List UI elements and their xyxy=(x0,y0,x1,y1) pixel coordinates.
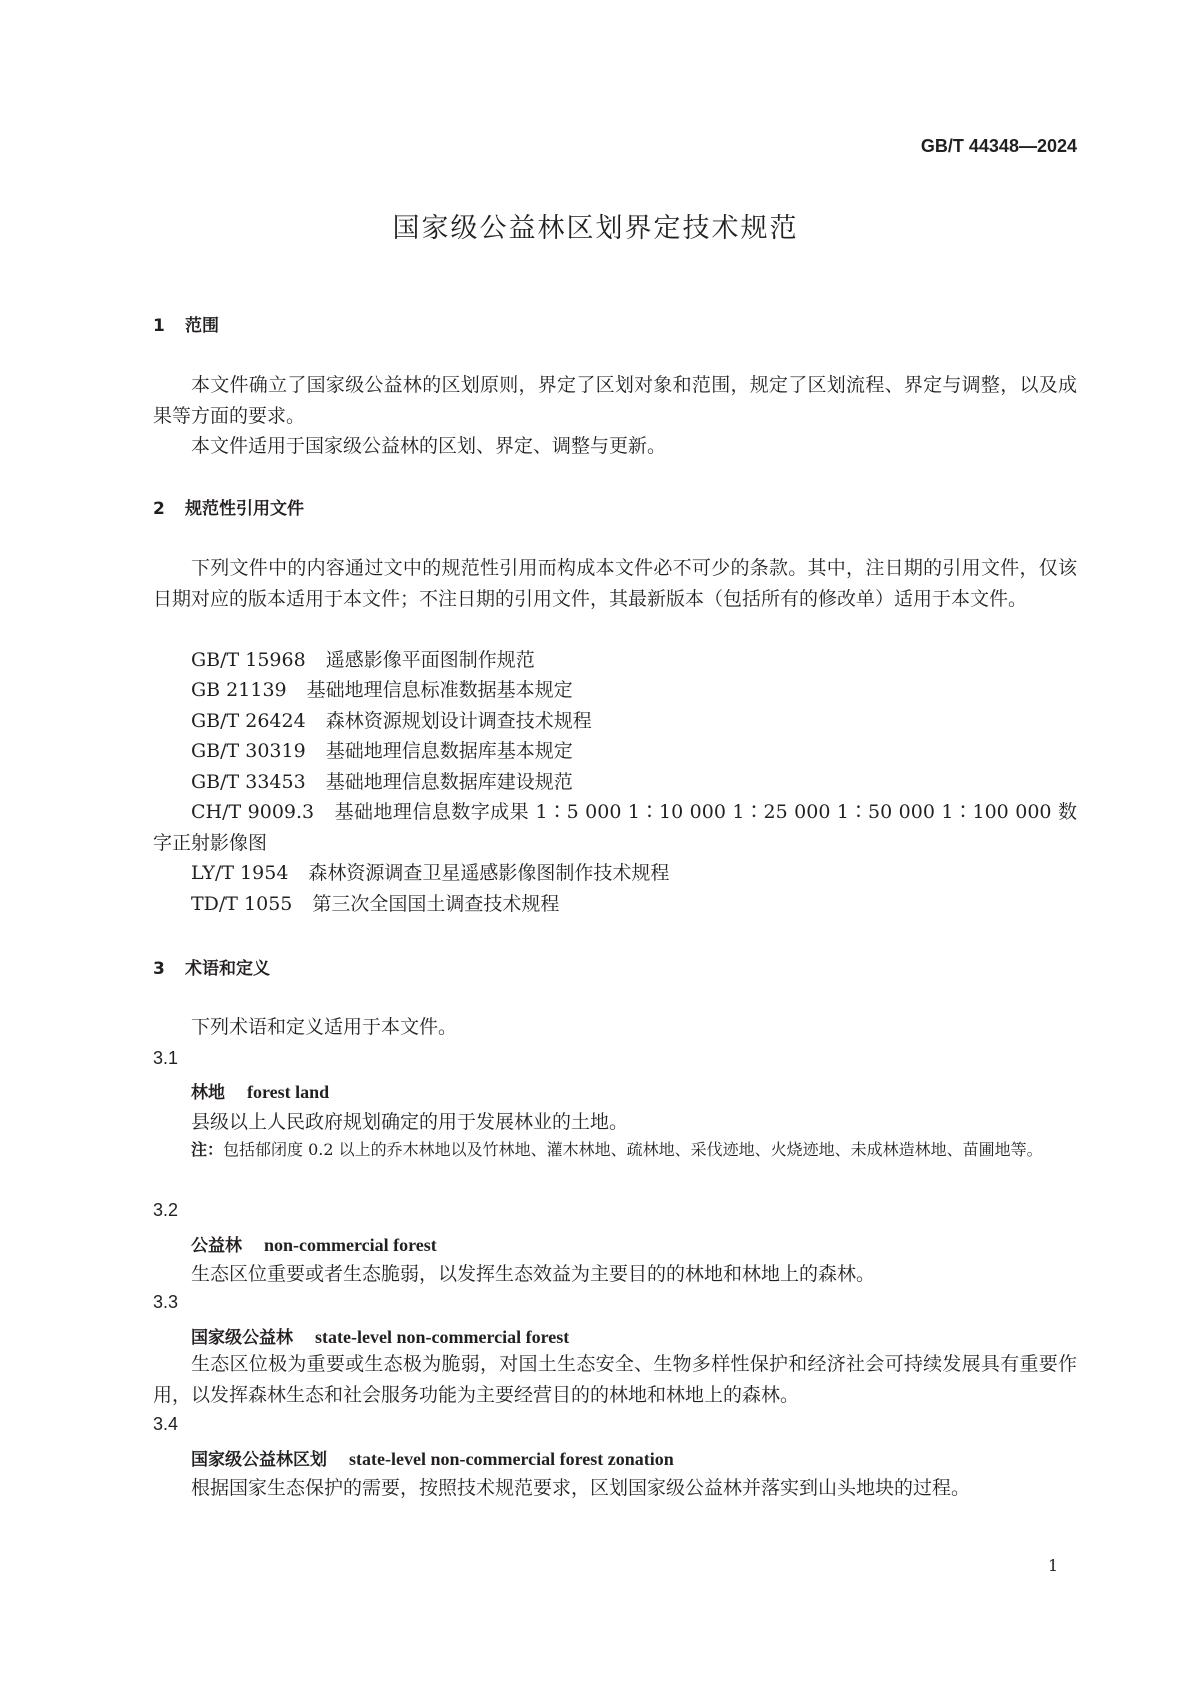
section-number: 1 xyxy=(153,316,165,336)
reference-item: GB/T 30319 基础地理信息数据库基本规定 xyxy=(191,740,573,762)
paragraph: 下列术语和定义适用于本文件。 xyxy=(191,1016,458,1038)
term-heading: 公益林 non-commercial forest xyxy=(191,1235,437,1256)
paragraph: 本文件适用于国家级公益林的区划、界定、调整与更新。 xyxy=(191,435,667,457)
reference-item: LY/T 1954 森林资源调查卫星遥感影像图制作技术规程 xyxy=(191,862,670,884)
term-heading: 林地 forest land xyxy=(191,1082,330,1103)
section-title: 范围 xyxy=(185,316,219,336)
reference-item: GB/T 15968 遥感影像平面图制作规范 xyxy=(191,649,535,671)
term-heading: 国家级公益林 state-level non-commercial forest xyxy=(191,1327,570,1348)
page-number: 1 xyxy=(1048,1556,1059,1575)
section-number: 2 xyxy=(153,499,165,519)
section-number: 3 xyxy=(153,959,165,979)
section-title: 规范性引用文件 xyxy=(185,499,304,519)
term-definition: 生态区位极为重要或生态极为脆弱，对国土生态安全、生物多样性保护和经济社会可持续发展具有重要作用，以发挥森林生态和社会服务功能为主要经营目的的林地和林地上的森林。 xyxy=(153,1353,1077,1406)
section-title: 术语和定义 xyxy=(185,959,270,979)
term-number: 3.4 xyxy=(153,1414,179,1434)
term-heading: 国家级公益林区划 state-level non-commercial forest zonation xyxy=(191,1449,674,1470)
reference-item: CH/T 9009.3 基础地理信息数字成果 1∶5 000 1∶10 000 1∶25 000 1∶50 000 1∶100 000 数字正射影像图 xyxy=(153,801,1078,854)
term-number: 3.2 xyxy=(153,1200,179,1220)
reference-item: TD/T 1055 第三次全国国土调查技术规程 xyxy=(191,893,560,915)
term-definition: 根据国家生态保护的需要，按照技术规范要求，区划国家级公益林并落实到山头地块的过程。 xyxy=(191,1477,971,1499)
term-number: 3.1 xyxy=(153,1048,179,1068)
section-3-heading xyxy=(153,954,270,979)
page-title: 国家级公益林区划界定技术规范 xyxy=(392,213,799,244)
standard-number: GB/T 44348—2024 xyxy=(920,136,1077,156)
term-definition: 县级以上人民政府规划确定的用于发展林业的土地。 xyxy=(191,1111,629,1133)
reference-item: GB 21139 基础地理信息标准数据基本规定 xyxy=(191,679,573,701)
section-1-heading xyxy=(153,311,219,336)
paragraph: 本文件确立了国家级公益林的区划原则，界定了区划对象和范围，规定了区划流程、界定与调整，以及成果等方面的要求。 xyxy=(153,374,1077,427)
reference-item: GB/T 33453 基础地理信息数据库建设规范 xyxy=(191,771,573,793)
paragraph: 下列文件中的内容通过文中的规范性引用而构成本文件必不可少的条款。其中，注日期的引用文件，仅该日期对应的版本适用于本文件；不注日期的引用文件，其最新版本（包括所有的修改单）适用于本文件。 xyxy=(153,557,1077,610)
term-number: 3.3 xyxy=(153,1292,179,1312)
section-2-heading xyxy=(153,494,304,519)
term-definition: 生态区位重要或者生态脆弱，以发挥生态效益为主要目的的林地和林地上的森林。 xyxy=(191,1263,876,1285)
reference-item: GB/T 26424 森林资源规划设计调查技术规程 xyxy=(191,710,592,732)
term-note: 注：包括郁闭度 0.2 以上的乔木林地以及竹林地、灌木林地、疏林地、采伐迹地、火烧迹地、未成林造林地、苗圃地等。 xyxy=(191,1140,1043,1159)
